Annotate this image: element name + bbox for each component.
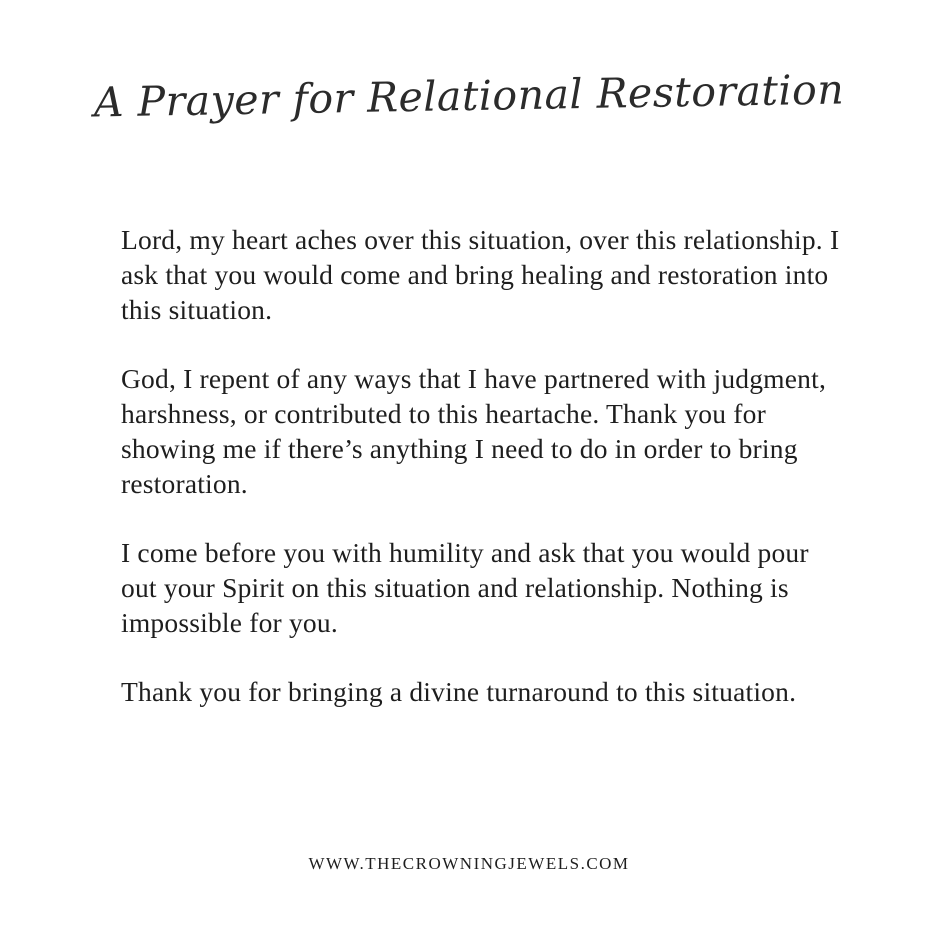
- prayer-paragraph: Thank you for bringing a divine turnaround to this situation.: [121, 676, 797, 708]
- prayer-body: [121, 223, 841, 710]
- prayer-paragraph: God, I repent of any ways that I have partnered with judgment, harshness, or contributed to this heartache. Thank you for showing me if there’s anything I need to do in order to bring restoration.: [121, 363, 827, 499]
- website-url: WWW.THECROWNINGJEWELS.COM: [308, 854, 630, 873]
- page-title: A Prayer for Relational Restoration: [93, 65, 845, 127]
- prayer-paragraph: I come before you with humility and ask that you would pour out your Spirit on this situation and relationship. Nothing is impossible for you.: [121, 537, 809, 638]
- prayer-paragraph: Lord, my heart aches over this situation, over this relationship. I ask that you would come and bring healing and restoration into this situation.: [121, 224, 840, 325]
